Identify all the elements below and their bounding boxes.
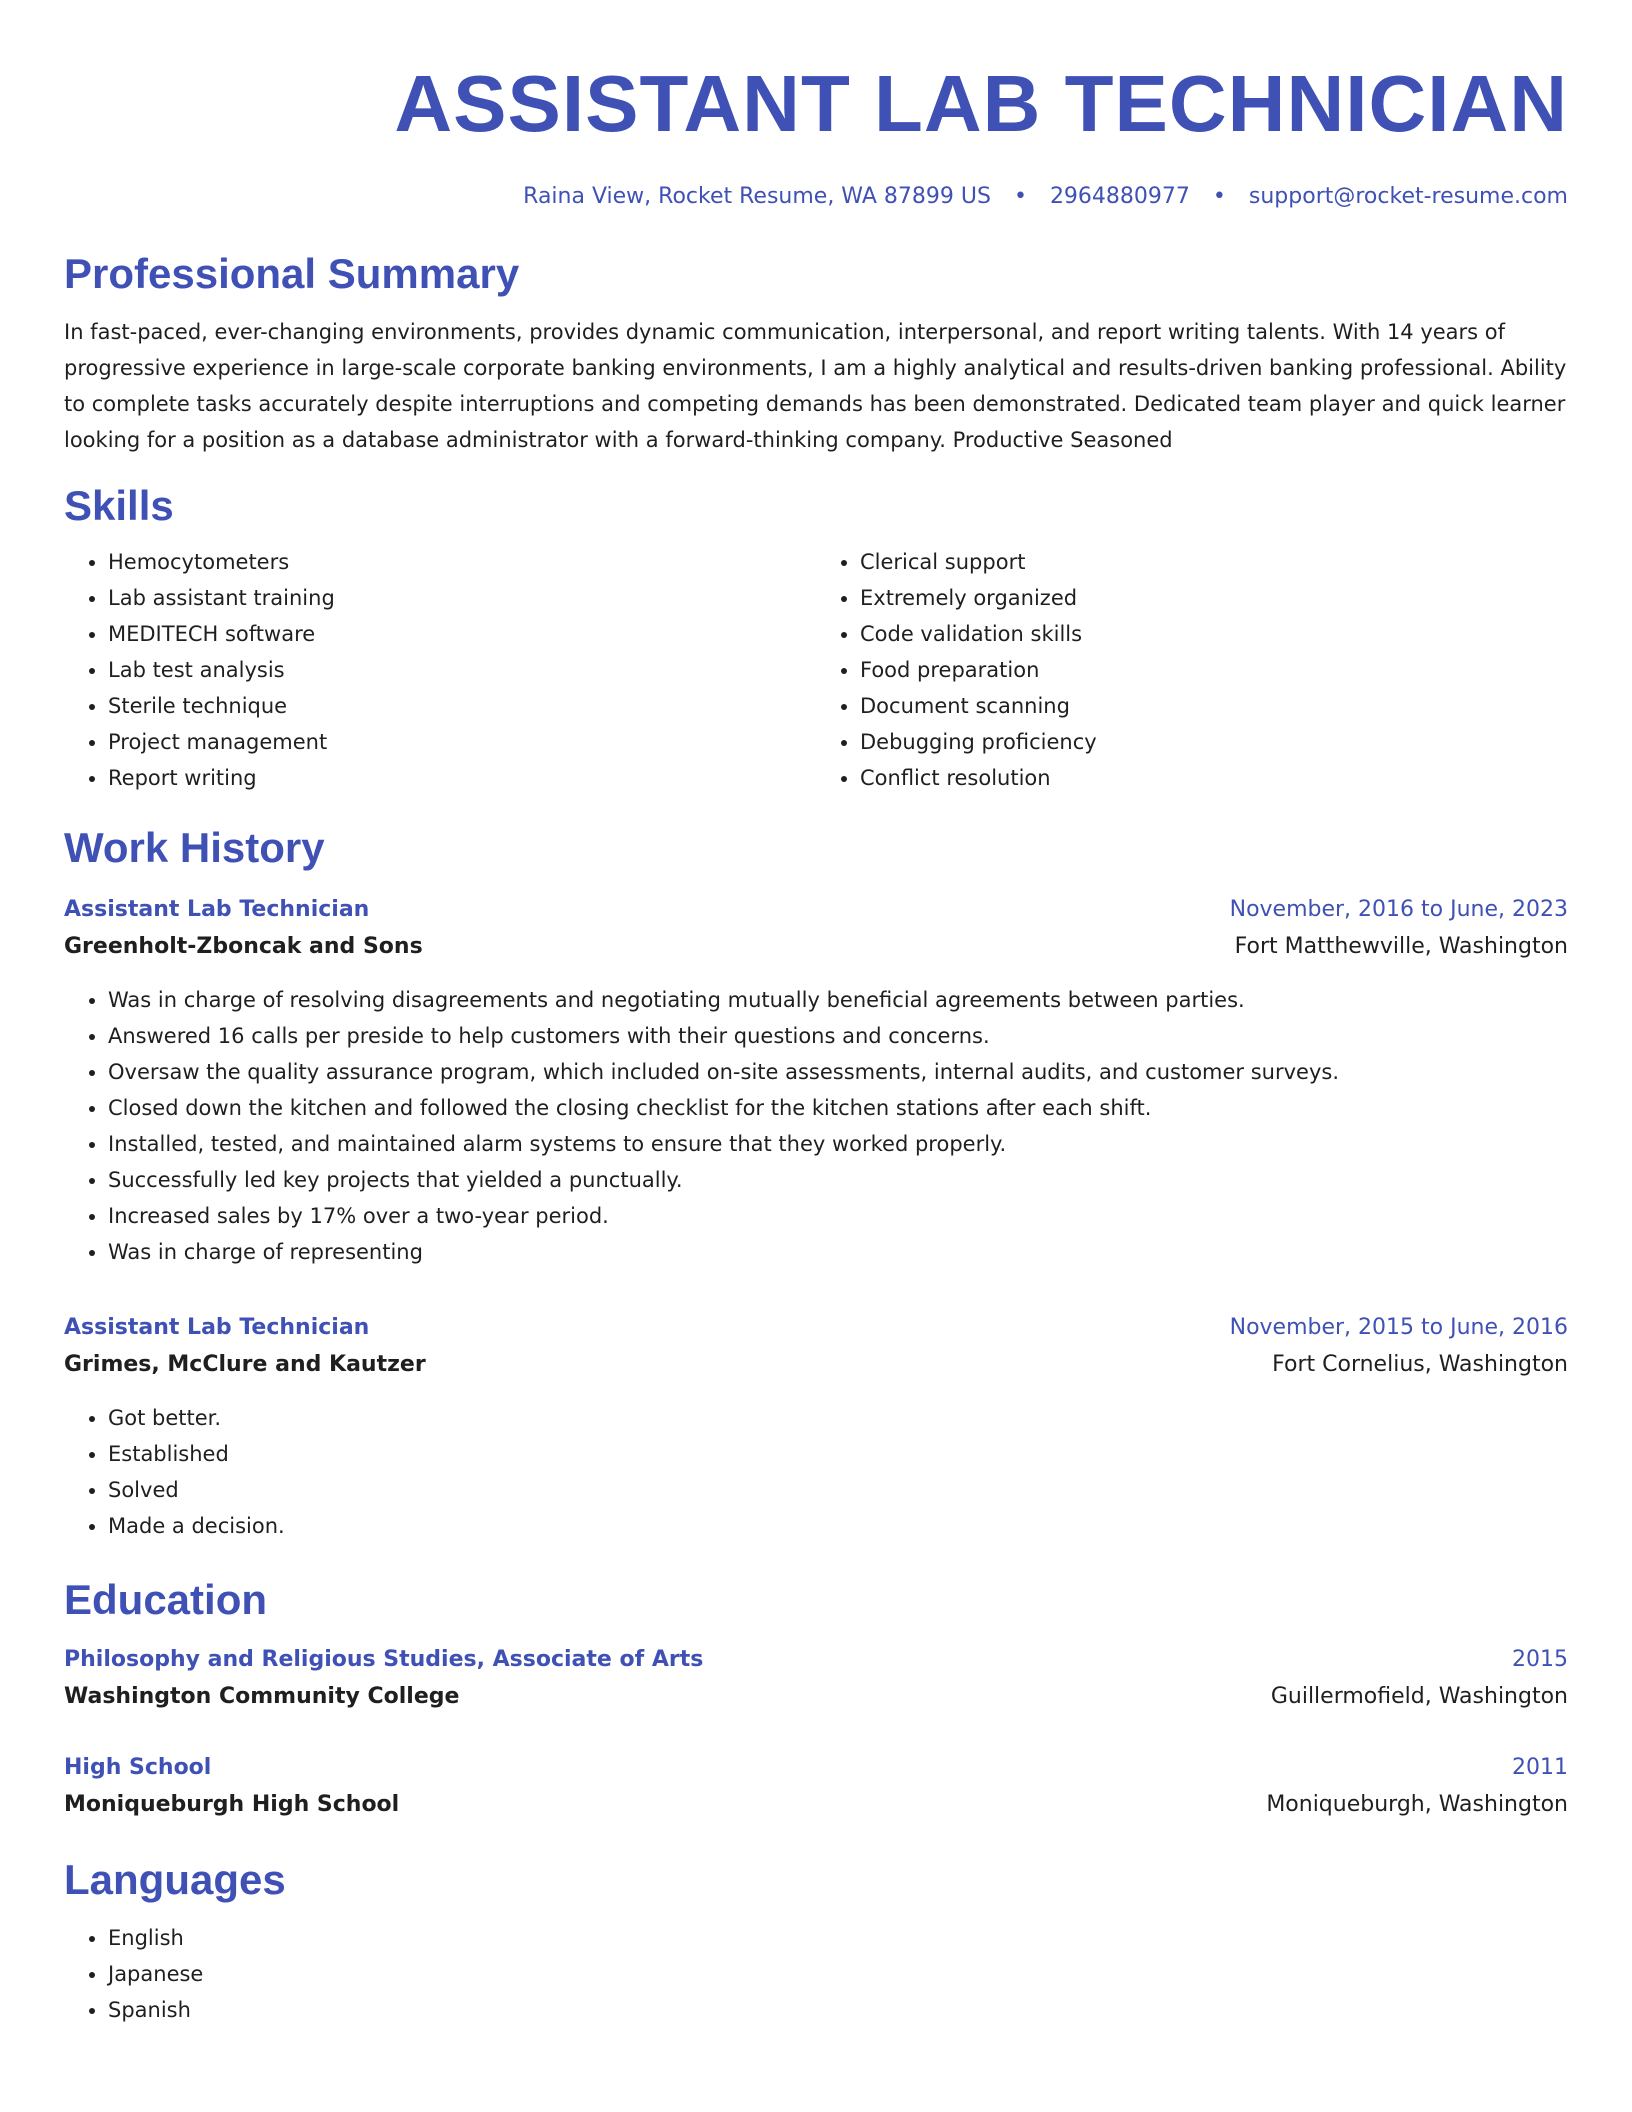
- languages-list: [64, 1920, 1568, 2028]
- summary-text: In fast-paced, ever-changing environments, provides dynamic communication, interpersonal, and report writing talents. With 14 years of progressive experience in large-scale corporate banking environments, I am a highly analytical and results-driven banking professional. Ability to complete tasks accurately despite interruptions and competing demands has been demonstrated. Dedicated team player and quick learner looking for a position as a database administrator with a forward-thinking company. Productive Seasoned: [64, 320, 1567, 452]
- school-name: Moniqueburgh High School: [64, 1792, 400, 1817]
- duty-item: • Closed down the kitchen and followed the closing checklist for the kitchen stations after each shift.: [108, 1090, 1568, 1126]
- skill-item: • MEDITECH software: [108, 616, 816, 652]
- skills-column-left: [64, 544, 816, 796]
- education-school-row: [64, 1678, 1568, 1716]
- education-header-row: [64, 1642, 1568, 1678]
- work-history-heading: Work History: [64, 824, 325, 871]
- school-location: Guillermofield, Washington: [1270, 1684, 1568, 1709]
- degree: High School: [64, 1755, 212, 1780]
- school-name: Washington Community College: [64, 1684, 460, 1709]
- language-item: • English: [108, 1920, 1568, 1956]
- job-dates: November, 2016 to June, 2023: [1229, 897, 1568, 922]
- skills-list: [64, 544, 1568, 796]
- candidate-title: ASSISTANT LAB TECHNICIAN: [394, 59, 1568, 148]
- skill-item: • Extremely organized: [860, 580, 1568, 616]
- job-header-row: [64, 1310, 1568, 1346]
- language-item: • Spanish: [108, 1992, 1568, 2028]
- education-heading: Education: [64, 1576, 268, 1623]
- job-header-row: [64, 892, 1568, 928]
- summary-heading: Professional Summary: [64, 250, 520, 297]
- degree: Philosophy and Religious Studies, Associate of Arts: [64, 1647, 704, 1672]
- skill-item: • Project management: [108, 724, 816, 760]
- job-duties: [64, 982, 1568, 1270]
- employer-name: Greenholt-Zboncak and Sons: [64, 934, 423, 959]
- email-address: support@rocket-resume.com: [1248, 184, 1568, 209]
- language-item: • Japanese: [108, 1956, 1568, 1992]
- job-entry: [64, 1310, 1568, 1544]
- skill-item: • Lab test analysis: [108, 652, 816, 688]
- duty-item: • Installed, tested, and maintained alarm systems to ensure that they worked properly.: [108, 1126, 1568, 1162]
- duty-item: • Answered 16 calls per preside to help customers with their questions and concerns.: [108, 1018, 1568, 1054]
- duty-item: • Solved: [108, 1472, 1568, 1508]
- education-header-row: [64, 1750, 1568, 1786]
- duty-item: • Successfully led key projects that yielded a punctually.: [108, 1162, 1568, 1198]
- job-dates: November, 2015 to June, 2016: [1229, 1315, 1568, 1340]
- duty-item: • Increased sales by 17% over a two-year period.: [108, 1198, 1568, 1234]
- skill-item: • Document scanning: [860, 688, 1568, 724]
- languages-heading: Languages: [64, 1856, 286, 1903]
- phone-number: 2964880977: [1049, 184, 1190, 209]
- contact-separator: •: [1212, 184, 1226, 209]
- job-entry: [64, 892, 1568, 1270]
- employer-name: Grimes, McClure and Kautzer: [64, 1352, 426, 1377]
- duty-item: • Made a decision.: [108, 1508, 1568, 1544]
- resume-header: [64, 56, 1568, 212]
- school-location: Moniqueburgh, Washington: [1266, 1792, 1568, 1817]
- job-employer-row: [64, 1346, 1568, 1384]
- contact-separator: •: [1013, 184, 1027, 209]
- skill-item: • Hemocytometers: [108, 544, 816, 580]
- skill-item: • Conflict resolution: [860, 760, 1568, 796]
- skill-item: • Lab assistant training: [108, 580, 816, 616]
- job-title: Assistant Lab Technician: [64, 1315, 370, 1340]
- skill-item: • Clerical support: [860, 544, 1568, 580]
- skill-item: • Code validation skills: [860, 616, 1568, 652]
- graduation-year: 2015: [1512, 1647, 1568, 1672]
- address: Raina View, Rocket Resume, WA 87899 US: [523, 184, 991, 209]
- education-school-row: [64, 1786, 1568, 1824]
- graduation-year: 2011: [1512, 1755, 1568, 1780]
- duty-item: • Oversaw the quality assurance program, which included on-site assessments, internal audits, and customer surveys.: [108, 1054, 1568, 1090]
- skill-item: • Debugging proficiency: [860, 724, 1568, 760]
- duty-item: • Got better.: [108, 1400, 1568, 1436]
- education-entry: [64, 1750, 1568, 1824]
- contact-line: [64, 182, 1568, 212]
- education-entry: [64, 1642, 1568, 1716]
- skills-heading: Skills: [64, 482, 174, 529]
- duty-item: • Was in charge of resolving disagreements and negotiating mutually beneficial agreements between parties.: [108, 982, 1568, 1018]
- skill-item: • Sterile technique: [108, 688, 816, 724]
- duty-item: • Established: [108, 1436, 1568, 1472]
- job-location: Fort Cornelius, Washington: [1272, 1352, 1568, 1377]
- job-employer-row: [64, 928, 1568, 966]
- skills-column-right: [816, 544, 1568, 796]
- skill-item: • Food preparation: [860, 652, 1568, 688]
- job-location: Fort Matthewville, Washington: [1234, 934, 1568, 959]
- job-title: Assistant Lab Technician: [64, 897, 370, 922]
- job-duties: [64, 1400, 1568, 1544]
- duty-item: • Was in charge of representing: [108, 1234, 1568, 1270]
- skill-item: • Report writing: [108, 760, 816, 796]
